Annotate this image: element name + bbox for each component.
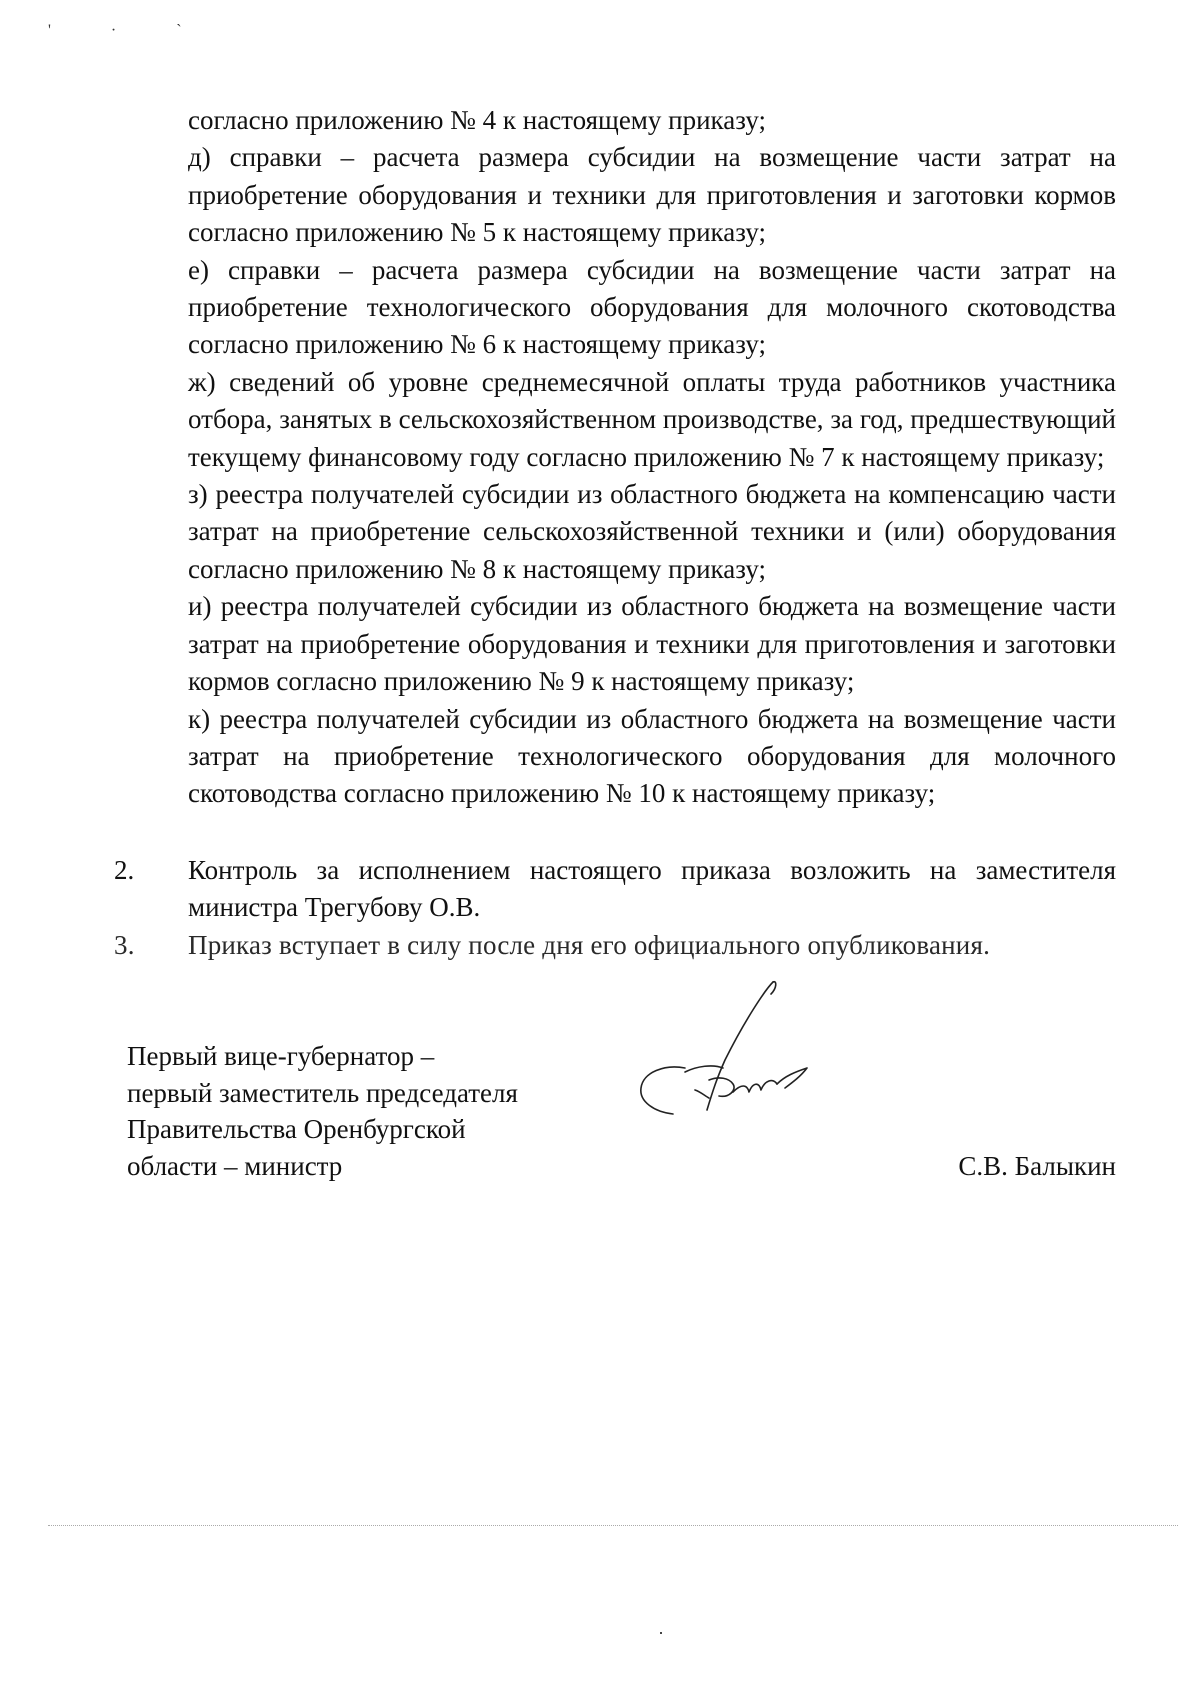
paragraph-k: к) реестра получателей субсидии из областного бюджета на возмещение части затрат на приобретение технологического оборудования для молочного скотоводства согласно приложению № 10 к настоящему приказу; (188, 703, 1116, 809)
scan-speck (660, 1632, 662, 1634)
paragraph-e: е) справки – расчета размера субсидии на возмещение части затрат на приобретение технологического оборудования для молочного скотоводства согласно приложению № 6 к настоящему приказу; (188, 254, 1116, 360)
item-text: Приказ вступает в силу после дня его официального опубликования. (188, 930, 991, 960)
numbered-item-3 (110, 927, 1116, 964)
item-number: 2. (114, 855, 135, 885)
scan-marks: ' · ˋ (48, 22, 210, 39)
item-number: 3. (114, 930, 135, 960)
signatory-position (127, 1038, 567, 1184)
paragraph-continuation: согласно приложению № 4 к настоящему приказу; (188, 105, 766, 135)
order-body (188, 102, 1116, 813)
signer-name: С.В. Балыкин (958, 1151, 1116, 1181)
position-line: первый заместитель председателя (127, 1077, 518, 1108)
item-text: Контроль за исполнением настоящего приказа возложить на заместителя министра Трегубову О.В. (188, 855, 1116, 923)
paragraph-d: д) справки – расчета размера субсидии на возмещение части затрат на приобретение оборудования и техники для приготовления и заготовки кормов согласно приложению № 5 к настоящему приказу; (188, 142, 1116, 248)
paragraph-z: з) реестра получателей субсидии из областного бюджета на компенсацию части затрат на приобретение сельскохозяйственной техники и (или) оборудования согласно приложению № 8 к настоящему приказу; (188, 479, 1116, 584)
position-line: области – министр (127, 1150, 343, 1181)
handwritten-signature (625, 980, 825, 1130)
footer-divider (48, 1525, 1178, 1526)
numbered-item-2 (110, 852, 1116, 927)
position-line: Правительства Оренбургской (127, 1114, 466, 1144)
paragraph-zh: ж) сведений об уровне среднемесячной оплаты труда работников участника отбора, занятых в сельскохозяйственном производстве, за год, предшествующий текущему финансовому году согласно приложению № 7 к настоящему приказу; (188, 366, 1116, 472)
position-line: Первый вице-губернатор – (127, 1041, 435, 1071)
paragraph-i: и) реестра получателей субсидии из областного бюджета на возмещение части затрат на приобретение оборудования и техники для приготовления и заготовки кормов согласно приложению № 9 к настоящему приказу; (188, 591, 1116, 697)
